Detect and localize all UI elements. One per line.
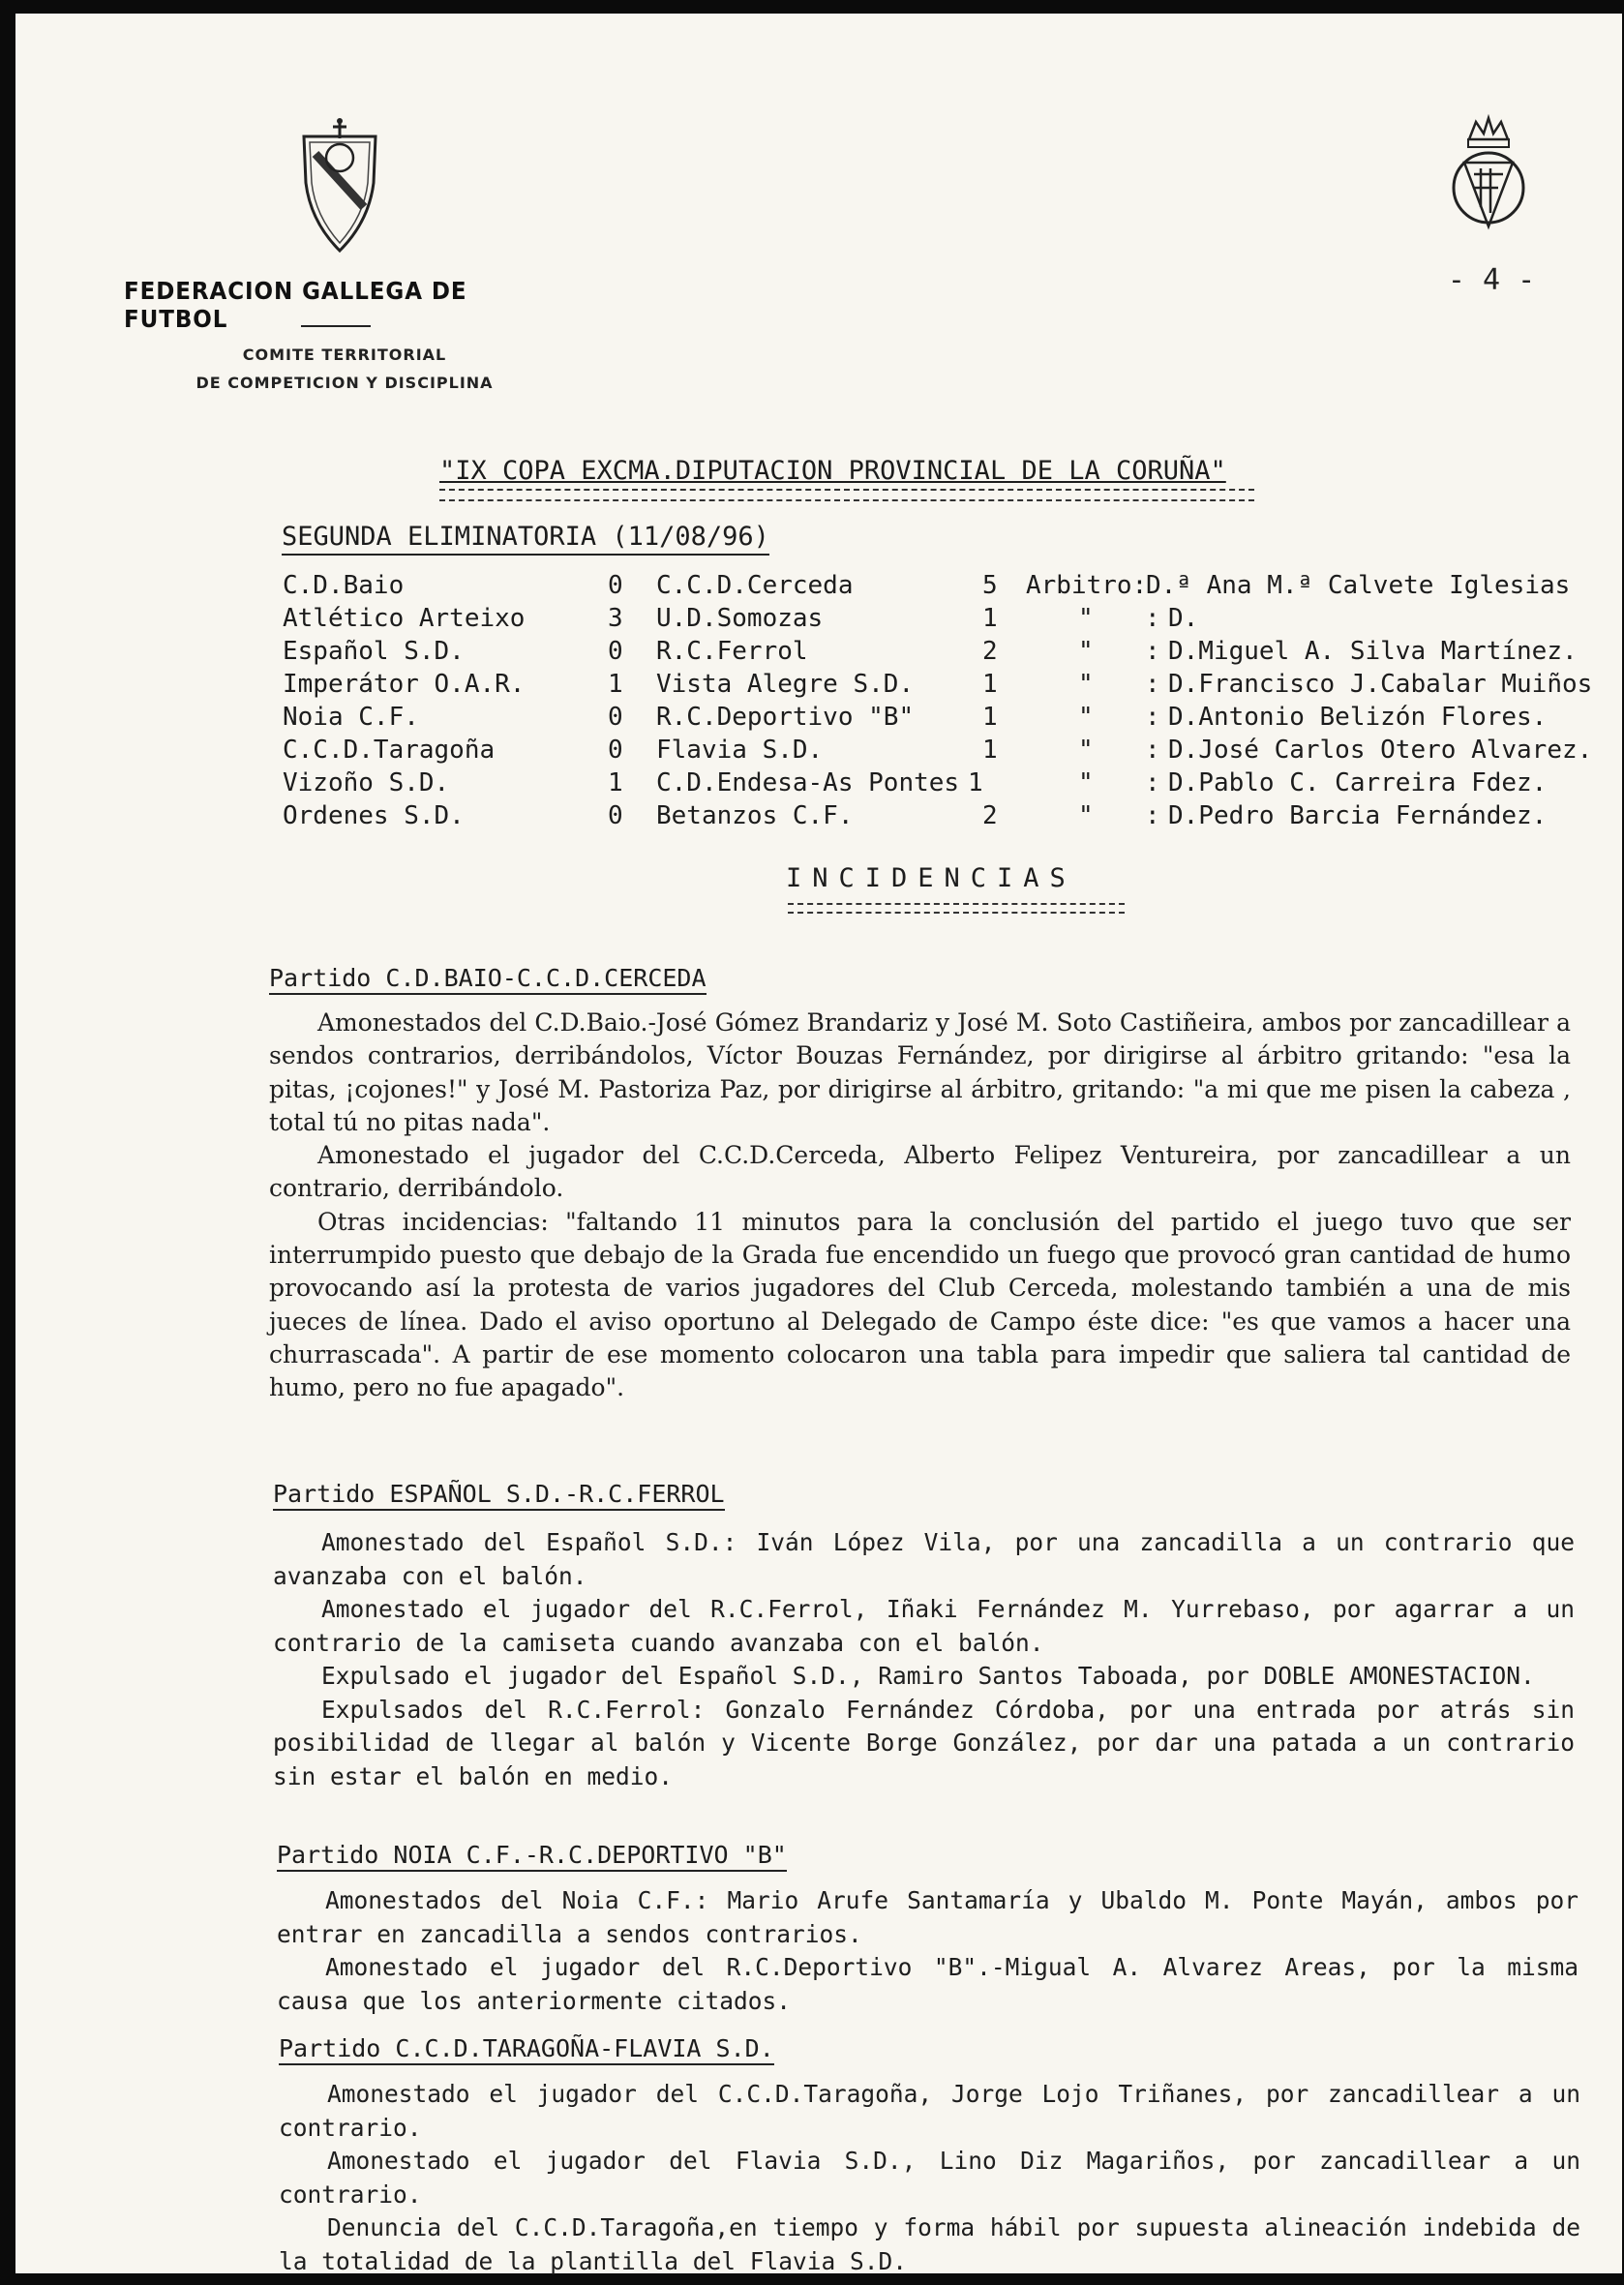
home-score: 1: [608, 670, 623, 699]
away-score: 1: [982, 604, 998, 633]
report-paragraph: Denuncia del C.C.D.Taragoña,en tiempo y forma hábil por supuesta alineación indebida de la totalidad de la plantilla del Flavia S.D.: [279, 2213, 1580, 2275]
referee-name: D.Pedro Barcia Fernández.: [1168, 801, 1548, 830]
referee-name: D.Antonio Belizón Flores.: [1168, 703, 1548, 732]
report-paragraph: Otras incidencias: "faltando 11 minutos para la conclusión del partido el juego tuvo que ser interrumpido puesto que debajo de la Grada fue encendido un fuego que provocó gran cantidad de humo provocando así la protesta de varios jugadores del Club Cerceda, molestando también a una de mis jueces de línea. Dado el aviso oportuno al Delegado de Campo éste dice: "es que vamos a hacer una churrascada". A partir de ese momento colocaron una tabla para impedir que saliera tal cantidad de humo, pero no fue apagado".: [269, 1207, 1571, 1402]
away-team: C.C.D.Cerceda: [656, 571, 854, 600]
header-divider: [301, 325, 371, 327]
away-team: R.C.Deportivo "B": [656, 703, 915, 732]
away-score: 2: [982, 637, 998, 666]
away-score: 1: [982, 736, 998, 765]
referee-separator: :: [1145, 801, 1160, 830]
home-score: 0: [608, 703, 623, 732]
report-paragraph: Expulsado el jugador del Español S.D., Ramiro Santos Taboada, por DOBLE AMONESTACION.: [321, 1662, 1535, 1690]
report-paragraph: Amonestado el jugador del R.C.Ferrol, Iñaki Fernández M. Yurrebaso, por agarrar a un contrario de la camiseta cuando avanzaba con el balón.: [273, 1595, 1575, 1657]
referee-separator: :: [1145, 736, 1160, 765]
committee-name-line1: COMITE TERRITORIAL: [242, 346, 447, 364]
home-team: Español S.D.: [283, 637, 465, 666]
report-paragraph: Amonestados del C.D.Baio.-José Gómez Brandariz y José M. Soto Castiñeira, ambos por zancadillear a sendos contrarios, derribándolos, Víctor Bouzas Fernández, por dirigirse al árbitro gritando: "esa la pitas, ¡cojones!" y José M. Pastoriza Paz, por dirigirse al árbitro, gritando: "a mi que me pisen la cabeza , total tú no pitas nada".: [269, 1008, 1571, 1136]
away-score: 1: [982, 670, 998, 699]
away-score: 2: [982, 801, 998, 830]
document-title: "IX COPA EXCMA.DIPUTACION PROVINCIAL DE LA CORUÑA": [439, 456, 1226, 486]
home-score: 0: [608, 571, 623, 600]
federation-name: FEDERACION GALLEGA DE FUTBOL: [124, 277, 467, 333]
committee-name-line2: DE COMPETICION Y DISCIPLINA: [195, 374, 494, 392]
home-score: 0: [608, 637, 623, 666]
ditto-mark: ": [1078, 768, 1094, 797]
home-score: 3: [608, 604, 623, 633]
home-team: C.C.D.Taragoña: [283, 736, 496, 765]
away-team: Vista Alegre S.D.: [656, 670, 915, 699]
report-paragraph: Amonestado el jugador del C.C.D.Cerceda, Alberto Felipez Ventureira, por zancadillear a un contrario, derribándolo.: [269, 1141, 1571, 1203]
ditto-mark: ": [1078, 703, 1094, 732]
home-team: Noia C.F.: [283, 703, 419, 732]
match-heading: Partido C.D.BAIO-C.C.D.CERCEDA: [269, 964, 707, 995]
report-paragraph: Amonestados del Noia C.F.: Mario Arufe Santamaría y Ubaldo M. Ponte Mayán, ambos por entrar en zancadilla a sendos contrarios.: [277, 1886, 1579, 1948]
federation-shield-logo: [296, 115, 383, 256]
report-paragraph: Amonestado el jugador del C.C.D.Taragoña, Jorge Lojo Triñanes, por zancadillear a un contrario.: [279, 2080, 1580, 2142]
referee-name: D.ª Ana M.ª Calvete Iglesias: [1146, 571, 1571, 600]
crown-crest-icon: [1445, 110, 1532, 236]
ditto-mark: ": [1078, 801, 1094, 830]
referee-name: D.Francisco J.Cabalar Muiños: [1168, 670, 1593, 699]
report-paragraph: Amonestado el jugador del R.C.Deportivo "B".-Migual A. Alvarez Areas, por la misma causa que los anteriormente citados.: [277, 1953, 1579, 2015]
home-team: Atlético Arteixo: [283, 604, 526, 633]
ditto-mark: ": [1078, 637, 1094, 666]
away-score: 5: [982, 571, 998, 600]
page-number: - 4 -: [1447, 263, 1536, 297]
match-heading: Partido NOIA C.F.-R.C.DEPORTIVO "B": [277, 1841, 787, 1872]
away-score: 1: [968, 768, 983, 797]
ditto-mark: ": [1078, 736, 1094, 765]
referee-separator: :: [1145, 604, 1160, 633]
referee-separator: :: [1145, 637, 1160, 666]
away-team: C.D.Endesa-As Pontes: [656, 768, 960, 797]
away-team: U.D.Somozas: [656, 604, 824, 633]
match-report: [269, 1007, 1571, 1405]
referee-label: Arbitro:: [1026, 571, 1148, 600]
referee-separator: :: [1145, 670, 1160, 699]
incidencias-heading: INCIDENCIAS: [786, 863, 1076, 893]
match-report: [273, 1526, 1575, 1793]
home-team: Ordenes S.D.: [283, 801, 465, 830]
match-heading: Partido C.C.D.TARAGOÑA-FLAVIA S.D.: [279, 2034, 774, 2065]
document-page: [15, 14, 1622, 2273]
away-team: Flavia S.D.: [656, 736, 824, 765]
report-paragraph: Amonestado el jugador del Flavia S.D., Lino Diz Magariños, por zancadillear a un contrario.: [279, 2147, 1580, 2209]
referee-name: D.: [1168, 604, 1199, 633]
home-team: C.D.Baio: [283, 571, 405, 600]
match-heading: Partido ESPAÑOL S.D.-R.C.FERROL: [273, 1480, 725, 1511]
report-paragraph: Amonestado del Español S.D.: Iván López Vila, por una zancadilla a un contrario que avanzaba con el balón.: [273, 1528, 1575, 1590]
away-team: Betanzos C.F.: [656, 801, 854, 830]
referee-name: D.José Carlos Otero Alvarez.: [1168, 736, 1593, 765]
home-team: Vizoño S.D.: [283, 768, 450, 797]
home-score: 0: [608, 736, 623, 765]
report-paragraph: Expulsados del R.C.Ferrol: Gonzalo Fernández Córdoba, por una entrada por atrás sin posibilidad de llegar al balón y Vicente Borge González, por dar una patada a un contrario sin estar el balón en medio.: [273, 1695, 1575, 1790]
home-score: 1: [608, 768, 623, 797]
match-report: [279, 2078, 1580, 2278]
away-score: 1: [982, 703, 998, 732]
referee-name: D.Pablo C. Carreira Fdez.: [1168, 768, 1548, 797]
home-score: 0: [608, 801, 623, 830]
ditto-mark: ": [1078, 604, 1094, 633]
match-report: [277, 1884, 1579, 2018]
referee-separator: :: [1145, 768, 1160, 797]
round-heading: SEGUNDA ELIMINATORIA (11/08/96): [282, 522, 769, 556]
ditto-mark: ": [1078, 670, 1094, 699]
referee-separator: :: [1145, 703, 1160, 732]
home-team: Imperátor O.A.R.: [283, 670, 526, 699]
title-double-rule: [439, 489, 1254, 501]
away-team: R.C.Ferrol: [656, 637, 808, 666]
incidencias-double-rule: [788, 903, 1125, 914]
referee-name: D.Miguel A. Silva Martínez.: [1168, 637, 1578, 666]
